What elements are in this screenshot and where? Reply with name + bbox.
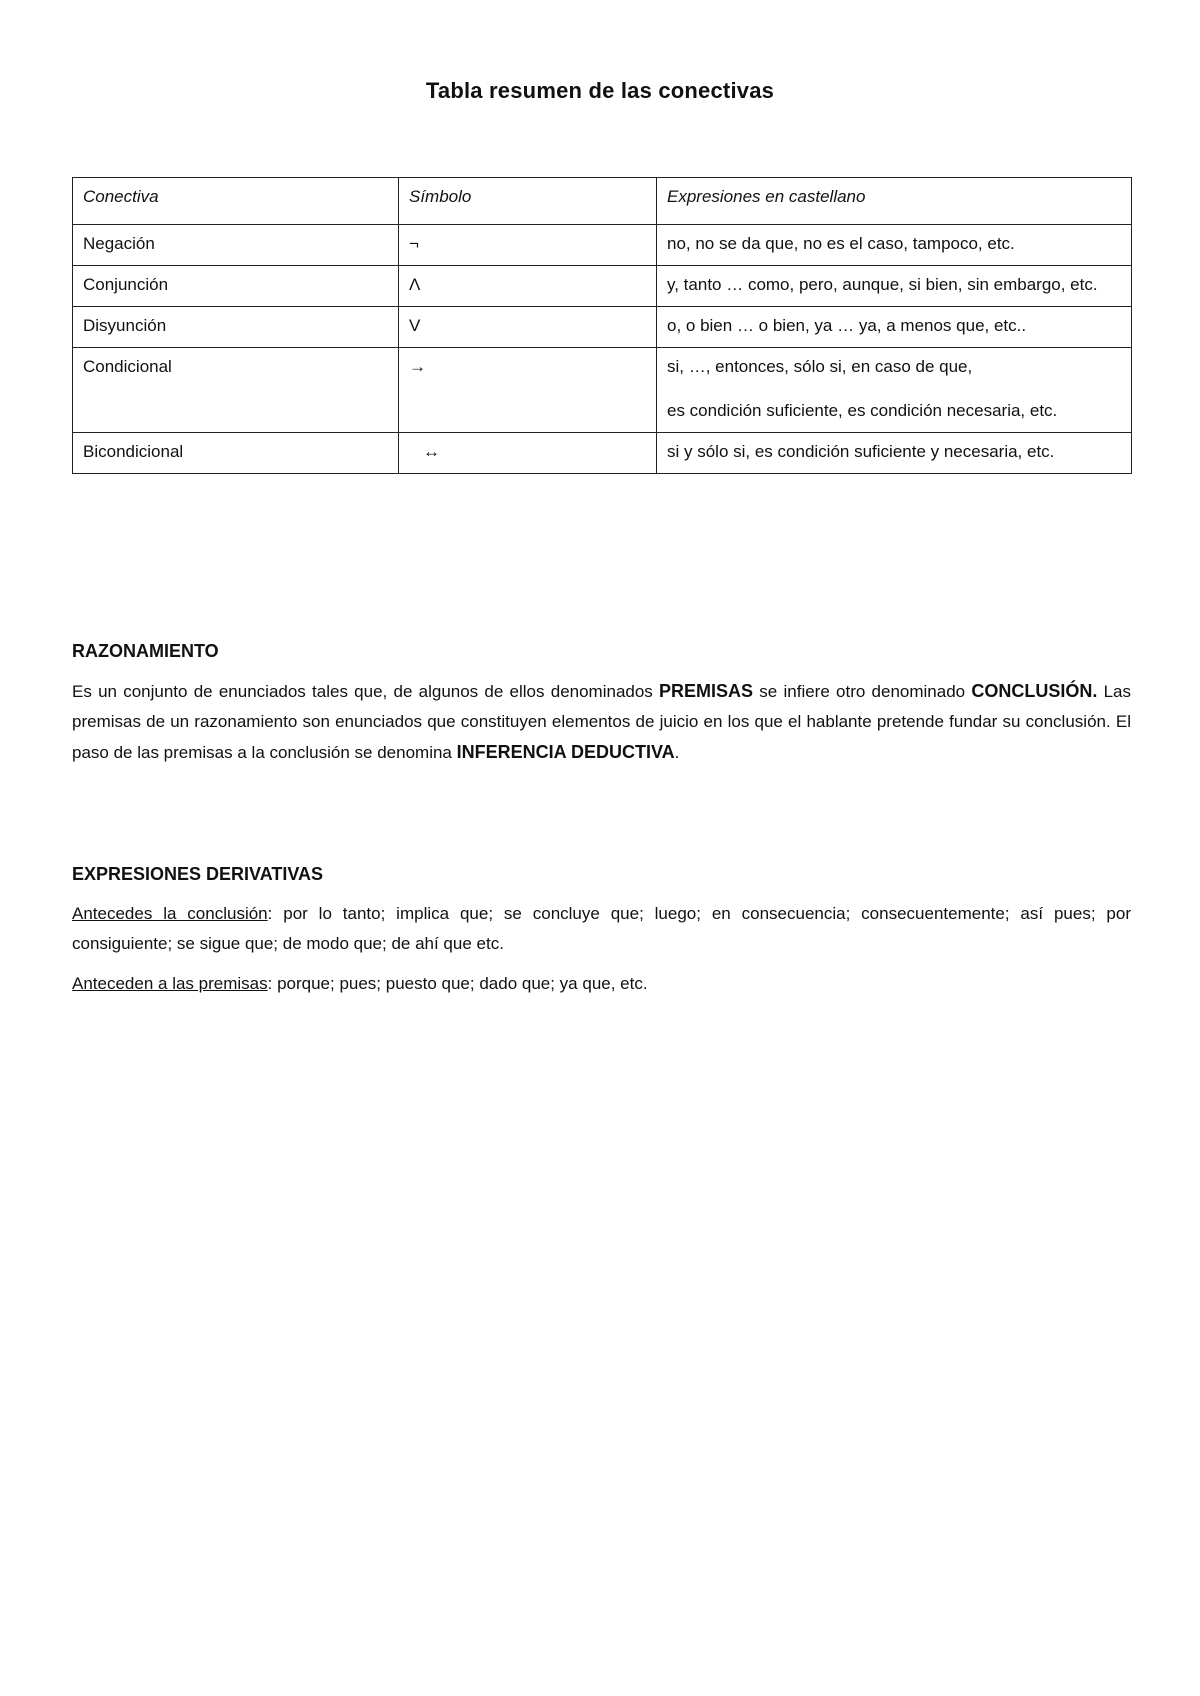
header-connective: Conectiva [73, 178, 399, 225]
connective-symbol: Λ [399, 266, 657, 307]
table-row [73, 433, 1132, 474]
connective-name: Disyunción [73, 307, 399, 348]
connective-symbol: ¬ [399, 225, 657, 266]
connective-expressions: si y sólo si, es condición suficiente y necesaria, etc. [657, 433, 1132, 474]
table-row [73, 348, 1132, 433]
connective-name: Negación [73, 225, 399, 266]
term-conclusion: CONCLUSIÓN. [971, 681, 1098, 701]
conclusion-expressions-paragraph [72, 899, 1131, 959]
header-symbol: Símbolo [399, 178, 657, 225]
razonamiento-paragraph [72, 676, 1131, 768]
table-row [73, 307, 1132, 348]
expresiones-section [72, 859, 1131, 999]
connective-expressions: o, o bien … o bien, ya … ya, a menos que, etc.. [657, 307, 1132, 348]
connective-expressions [657, 348, 1132, 433]
premisas-colon: : [267, 974, 273, 993]
table-header-row [73, 178, 1132, 225]
connective-expressions: y, tanto … como, pero, aunque, si bien, sin embargo, etc. [657, 266, 1132, 307]
table-row [73, 225, 1132, 266]
term-inferencia: INFERENCIA DEDUCTIVA [456, 742, 675, 762]
razonamiento-text: . [674, 743, 680, 762]
conclusion-text: por lo tanto; implica que; se concluye que; luego; en consecuencia; consecuentemente; así pues; por consiguiente; se sigue que; de modo que; de ahí que etc. [72, 904, 1131, 953]
connective-symbol [399, 433, 657, 474]
premisas-expressions-paragraph [72, 969, 1131, 999]
conclusion-label: Antecedes la conclusión [72, 904, 268, 923]
connective-expressions: no, no se da que, no es el caso, tampoco, etc. [657, 225, 1132, 266]
connective-symbol: V [399, 307, 657, 348]
conclusion-colon: : [267, 904, 273, 923]
razonamiento-text: Es un conjunto de enunciados tales que, de algunos de ellos denominados [72, 682, 660, 701]
term-premisas: PREMISAS [659, 681, 754, 701]
connective-name: Bicondicional [73, 433, 399, 474]
connectives-table [72, 177, 1132, 474]
expresiones-heading: EXPRESIONES DERIVATIVAS [72, 864, 324, 884]
document-title: Tabla resumen de las conectivas [425, 78, 775, 103]
header-expressions: Expresiones en castellano [657, 178, 1132, 225]
connective-name: Conjunción [73, 266, 399, 307]
premisas-label: Anteceden a las premisas [72, 974, 268, 993]
razonamiento-section [72, 636, 1131, 768]
biconditional-symbol: ↔ [423, 442, 440, 461]
razonamiento-heading: RAZONAMIENTO [72, 641, 219, 661]
table-row [73, 266, 1132, 307]
expression-line: si, …, entonces, sólo si, en caso de que, [667, 357, 973, 376]
connective-symbol: → [399, 348, 657, 433]
razonamiento-text: Las premisas de un razonamiento son enunciados que constituyen elementos de juicio en los que el hablante pretende fundar su conclusión. El paso de las premisas a la conclusión se denomina [72, 682, 1131, 762]
razonamiento-text: se infiere otro denominado [753, 682, 972, 701]
connective-name: Condicional [73, 348, 399, 433]
expression-line: es condición suficiente, es condición necesaria, etc. [667, 401, 1058, 420]
premisas-text: porque; pues; puesto que; dado que; ya que, etc. [272, 974, 648, 993]
